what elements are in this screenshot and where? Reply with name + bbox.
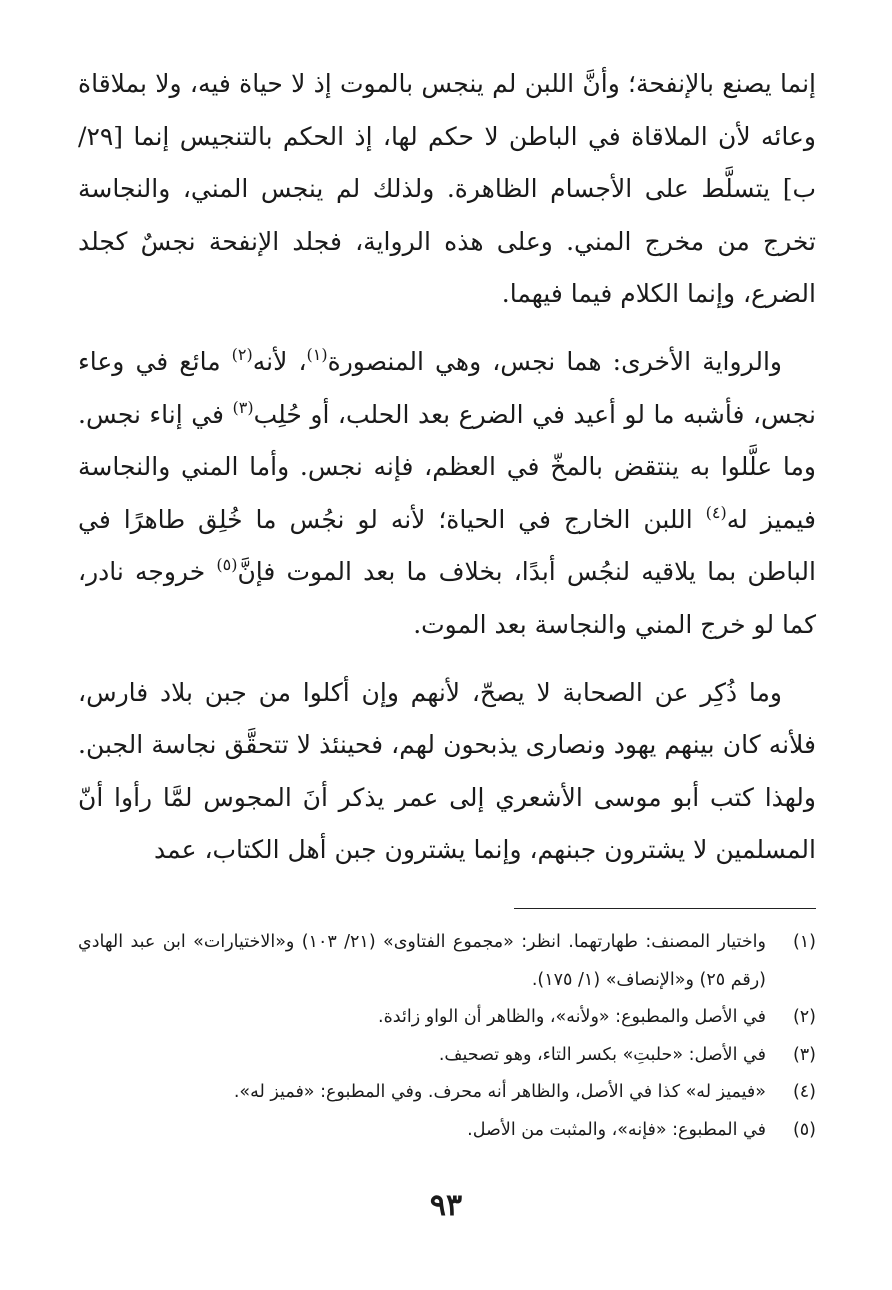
footnote-number: (٣): [792, 1044, 816, 1065]
paragraph-2-text: اللبن الخارج في الحياة؛ لأنه لو نجُس ما خُلِق طاهرًا في الباطن بما يلاقيه لنجُس أبدًا، بخلاف ما بعد الموت فإنَّ: [78, 504, 816, 587]
paragraph-2-text: مائع في وعاء نجس، فأشبه ما لو أعيد في الضرع بعد الحلب، أو حُلِب: [78, 346, 816, 429]
page-number: ٩٣: [429, 1188, 463, 1223]
paragraph-2-text: والرواية الأخرى: هما نجس، وهي المنصورة: [327, 346, 783, 376]
footnote-text: «فيميز له» كذا في الأصل، والظاهر أنه محرف. وفي المطبوع: «فميز له».: [233, 1082, 766, 1103]
footnote-2: [78, 999, 816, 1037]
paragraph-2-text: ، لأنه: [252, 346, 307, 376]
paragraph-1: [78, 58, 816, 321]
footnote-text: واختيار المصنف: طهارتهما. انظر: «مجموع الفتاوى» (٢١/ ١٠٣) و«الاختيارات» ابن عبد الهادي (رقم ٢٥) و«الإنصاف» (١/ ١٧٥).: [78, 932, 766, 990]
paragraph-2: [78, 336, 816, 652]
footnote-text: في الأصل: «حلبتِ» بكسر التاء، وهو تصحيف.: [438, 1044, 766, 1065]
paragraph-3-text: وما ذُكِر عن الصحابة لا يصحّ، لأنهم وإن أكلوا من جبن بلاد فارس، فلأنه كان بينهم يهود ونصارى يذبحون لهم، فحينئذ لا تتحقَّق نجاسة الجبن. ولهذا كتب أبو موسى الأشعري إلى عمر يذكر أنَ المجوس لمَّا رأوا أنّ المسلمين لا يشترون جبنهم، وإنما يشترون جبن أهل الكتاب، عمد: [78, 677, 816, 865]
footnote-4: [78, 1074, 816, 1112]
footnote-1: [78, 924, 816, 999]
paragraph-3: [78, 667, 816, 877]
paragraph-1-text: إنما يصنع بالإنفحة؛ وأنَّ اللبن لم ينجس بالموت إذ لا حياة فيه، ولا بملاقاة وعائه لأن الملاقاة في الباطن لا حكم لها، إذ الحكم بالتنجيس إنما [٢٩/ ب] يتسلَّط على الأجسام الظاهرة. ولذلك لم ينجس المني، والنجاسة تخرج من مخرج المني. وعلى هذه الرواية، فجلد الإنفحة نجسٌ كجلد الضرع، وإنما الكلام فيما فيهما.: [78, 69, 816, 309]
footnote-5: [78, 1112, 816, 1150]
footnote-ref-4[interactable]: (٤): [705, 502, 727, 522]
footnote-3: [78, 1037, 816, 1075]
footnote-number: (٢): [792, 1007, 816, 1028]
footnote-ref-2[interactable]: (٢): [231, 344, 253, 364]
paragraph-2-text: في إناء نجس. وما علَّلوا به ينتقض بالمخّ في العظم، فإنه نجس. وأما المني والنجاسة فيميز له: [78, 399, 816, 534]
footnote-ref-5[interactable]: (٥): [216, 555, 238, 575]
footnote-ref-3[interactable]: (٣): [232, 397, 254, 417]
footnote-number: (٥): [792, 1119, 816, 1140]
footnote-separator: [514, 908, 816, 909]
paragraph-2-text: خروجه نادر، كما لو خرج المني والنجاسة بعد الموت.: [78, 557, 816, 639]
footnote-ref-1[interactable]: (١): [306, 344, 328, 364]
footnotes: [78, 924, 816, 1150]
footnote-text: في الأصل والمطبوع: «ولأنه»، والظاهر أن الواو زائدة.: [378, 1007, 766, 1028]
footnote-number: (٤): [792, 1082, 816, 1103]
footnote-number: (١): [792, 932, 816, 952]
footnote-text: في المطبوع: «فإنه»، والمثبت من الأصل.: [467, 1119, 766, 1140]
main-text: [78, 58, 816, 877]
